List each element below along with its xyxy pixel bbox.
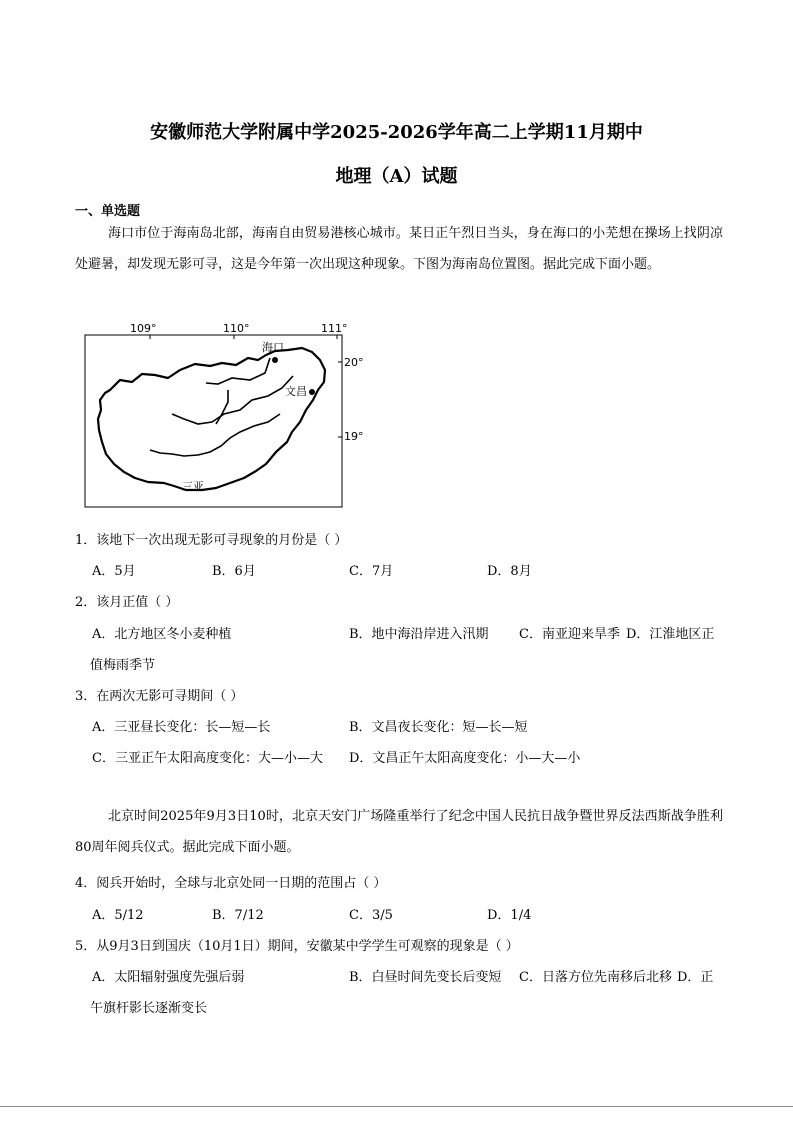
lon-label-111: 111° xyxy=(321,322,348,335)
question-3-option-c: C．三亚正午太阳高度变化：大—小—大 xyxy=(92,751,323,766)
question-5-option-a: A．太阳辐射强度先强后弱 xyxy=(92,970,245,985)
wenchang-dot xyxy=(309,389,315,395)
question-3-option-a: A．三亚昼长变化：长—短—长 xyxy=(92,720,271,735)
question-1-option-d: D．8月 xyxy=(487,564,532,579)
question-5-option-b: B．白昼时间先变长后变短 xyxy=(349,970,502,985)
haikou-dot xyxy=(272,357,278,363)
question-2-option-c: C．南亚迎来旱季 xyxy=(519,627,620,642)
question-5-option-d: D．正 xyxy=(677,970,714,985)
passage-1: 海口市位于海南岛北部，海南自由贸易港核心城市。某日正午烈日当头，身在海口的小芜想在操场上找阴凉处避暑，却发现无影可寻，这是今年第一次出现这种现象。下图为海南岛位置图。据此完成下面小题。 xyxy=(75,226,723,272)
lat-label-20: 20° xyxy=(344,356,364,369)
question-4-option-c: C．3/5 xyxy=(349,908,393,923)
question-4-option-b: B．7/12 xyxy=(212,908,264,923)
question-1-stem: 1．该地下一次出现无影可寻现象的月份是（ ） xyxy=(75,533,348,548)
question-3-stem: 3．在两次无影可寻期间（ ） xyxy=(75,689,244,704)
island-outline xyxy=(98,348,325,490)
page-subtitle: 地理（A）试题 xyxy=(335,166,458,187)
question-4-stem: 4．阅兵开始时，全球与北京处同一日期的范围占（ ） xyxy=(75,876,387,891)
city-label-haikou: 海口 xyxy=(262,341,284,354)
question-5-stem: 5．从9月3日到国庆（10月1日）期间，安徽某中学学生可观察的现象是（ ） xyxy=(75,939,519,954)
question-2-stem: 2．该月正值（ ） xyxy=(75,595,179,610)
city-label-sanya: 三亚 xyxy=(182,480,204,493)
question-4-option-d: D．1/4 xyxy=(487,908,532,923)
question-2-option-b: B．地中海沿岸进入汛期 xyxy=(349,627,489,642)
page-footer-rule xyxy=(0,1106,793,1107)
question-1-option-c: C．7月 xyxy=(349,564,394,579)
question-5-option-d-cont: 午旗杆影长逐渐变长 xyxy=(90,1001,208,1016)
question-2-option-d-cont: 值梅雨季节 xyxy=(90,658,156,673)
question-4-option-a: A．5/12 xyxy=(92,908,144,923)
lon-label-109: 109° xyxy=(130,322,157,335)
passage-2: 北京时间2025年9月3日10时，北京天安门广场隆重举行了纪念中国人民抗日战争暨世界反法西斯战争胜利80周年阅兵仪式。据此完成下面小题。 xyxy=(75,809,723,855)
question-1-option-a: A．5月 xyxy=(92,564,136,579)
question-3-option-b: B．文昌夜长变化：短—长—短 xyxy=(349,720,528,735)
page-title: 安徽师范大学附属中学2025-2026学年高二上学期11月期中 xyxy=(150,122,643,143)
lat-label-19: 19° xyxy=(344,430,364,443)
section-heading: 一、单选题 xyxy=(75,204,141,219)
hainan-map xyxy=(80,318,380,513)
question-2-option-a: A．北方地区冬小麦种植 xyxy=(92,627,232,642)
question-3-option-d: D．文昌正午太阳高度变化：小—大—小 xyxy=(349,751,581,766)
question-2-option-d: D．江淮地区正 xyxy=(626,627,715,642)
question-5-option-c: C．日落方位先南移后北移 xyxy=(519,970,672,985)
lon-label-110: 110° xyxy=(223,322,250,335)
question-1-option-b: B．6月 xyxy=(212,564,256,579)
river-1 xyxy=(206,358,270,384)
city-label-wenchang: 文昌 xyxy=(285,385,307,398)
